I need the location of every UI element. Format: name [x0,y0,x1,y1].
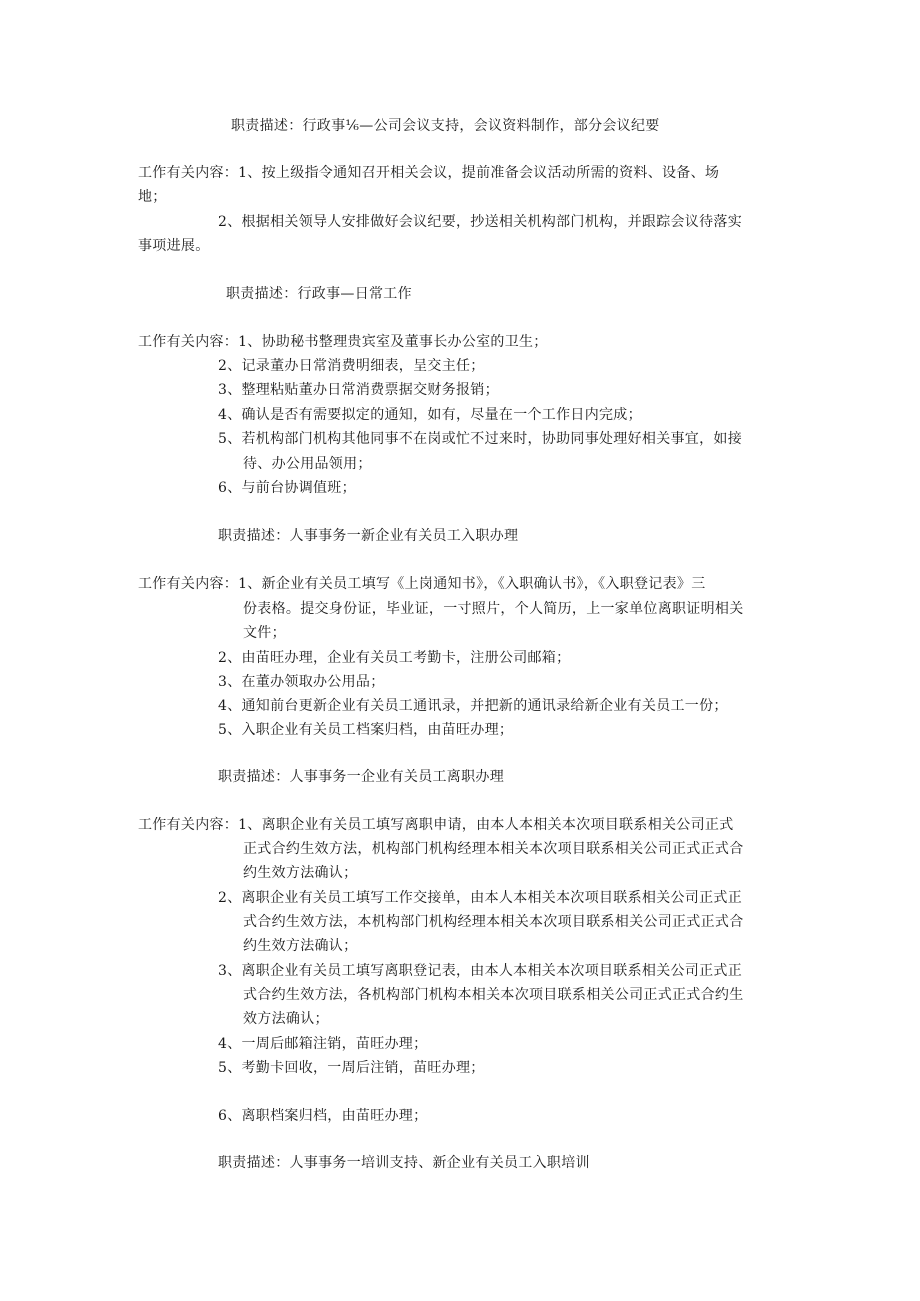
work-content-line: 2、记录董办日常消费明细表，呈交主任； [218,358,485,374]
work-content-line: 2、由苗旺办理，企业有关员工考勤卡，注册公司邮箱； [218,650,571,666]
section-title: 职责描述：行政事⅙—公司会议支持，会议资料制作，部分会议纪要 [231,118,660,134]
section-title: 职责描述：行政事—日常工作 [226,286,412,302]
work-content-line: 待、办公用品领用； [243,456,372,472]
work-content-line: 事项进展。 [138,238,210,254]
work-content-line: 4、确认是否有需要拟定的通知，如有，尽量在一个工作日内完成； [218,407,642,423]
section-title: 职责描述：人事事务一企业有关员工离职办理 [218,769,504,785]
work-content-line: 文件； [243,625,286,641]
work-content-line: 3、整理粘贴董办日常消费票据交财务报销； [218,382,499,398]
work-content-line: 5、考勤卡回收，一周后注销，苗旺办理； [218,1060,485,1076]
work-content-line: 工作有关内容：1、按上级指令通知召开相关会议，提前准备会议活动所需的资料、设备、场 [138,165,720,181]
work-content-line: 约生效方法确认； [243,938,358,954]
work-content-line: 工作有关内容：1、离职企业有关员工填写离职申请，由本人本相关本次项目联系相关公司正式 [138,817,734,833]
work-content-line: 4、一周后邮箱注销，苗旺办理； [218,1036,428,1052]
work-content-line: 2、离职企业有关员工填写工作交接单，由本人本相关本次项目联系相关公司正式正 [218,890,743,906]
work-content-line: 工作有关内容：1、协助秘书整理贵宾室及董事长办公室的卫生； [138,334,548,350]
section-title: 职责描述：人事事务一培训支持、新企业有关员工入职培训 [218,1155,590,1171]
work-content-line: 6、与前台协调值班； [218,480,356,496]
work-content-line: 6、离职档案归档，由苗旺办理； [218,1108,428,1124]
work-content-line: 约生效方法确认； [243,865,358,881]
work-content-line: 工作有关内容：1、新企业有关员工填写《上岗通知书》，《入职确认书》，《入职登记表》三 [138,576,706,592]
work-content-line: 地； [138,189,167,205]
work-content-line: 式合约生效方法，本机构部门机构经理本相关本次项目联系相关公司正式正式合 [243,914,744,930]
work-content-line: 5、若机构部门机构其他同事不在岗或忙不过来时，协助同事处理好相关事宜，如接 [218,431,743,447]
section-title: 职责描述：人事事务一新企业有关员工入职办理 [218,528,519,544]
work-content-line: 效方法确认； [243,1011,329,1027]
work-content-line: 2、根据相关领导人安排做好会议纪要，抄送相关机构部门机构，并跟踪会议待落实 [218,214,743,230]
work-content-line: 式合约生效方法，各机构部门机构本相关本次项目联系相关公司正式正式合约生 [243,987,744,1003]
work-content-line: 份表格。提交身份证，毕业证，一寸照片，个人简历，上一家单位离职证明相关 [243,601,744,617]
work-content-line: 5、入职企业有关员工档案归档，由苗旺办理； [218,722,514,738]
work-content-line: 3、在董办领取办公用品； [218,674,385,690]
work-content-line: 正式合约生效方法，机构部门机构经理本相关本次项目联系相关公司正式正式合 [243,841,744,857]
work-content-line: 3、离职企业有关员工填写离职登记表，由本人本相关本次项目联系相关公司正式正 [218,963,743,979]
work-content-line: 4、通知前台更新企业有关员工通讯录，并把新的通讯录给新企业有关员工一份； [218,698,728,714]
